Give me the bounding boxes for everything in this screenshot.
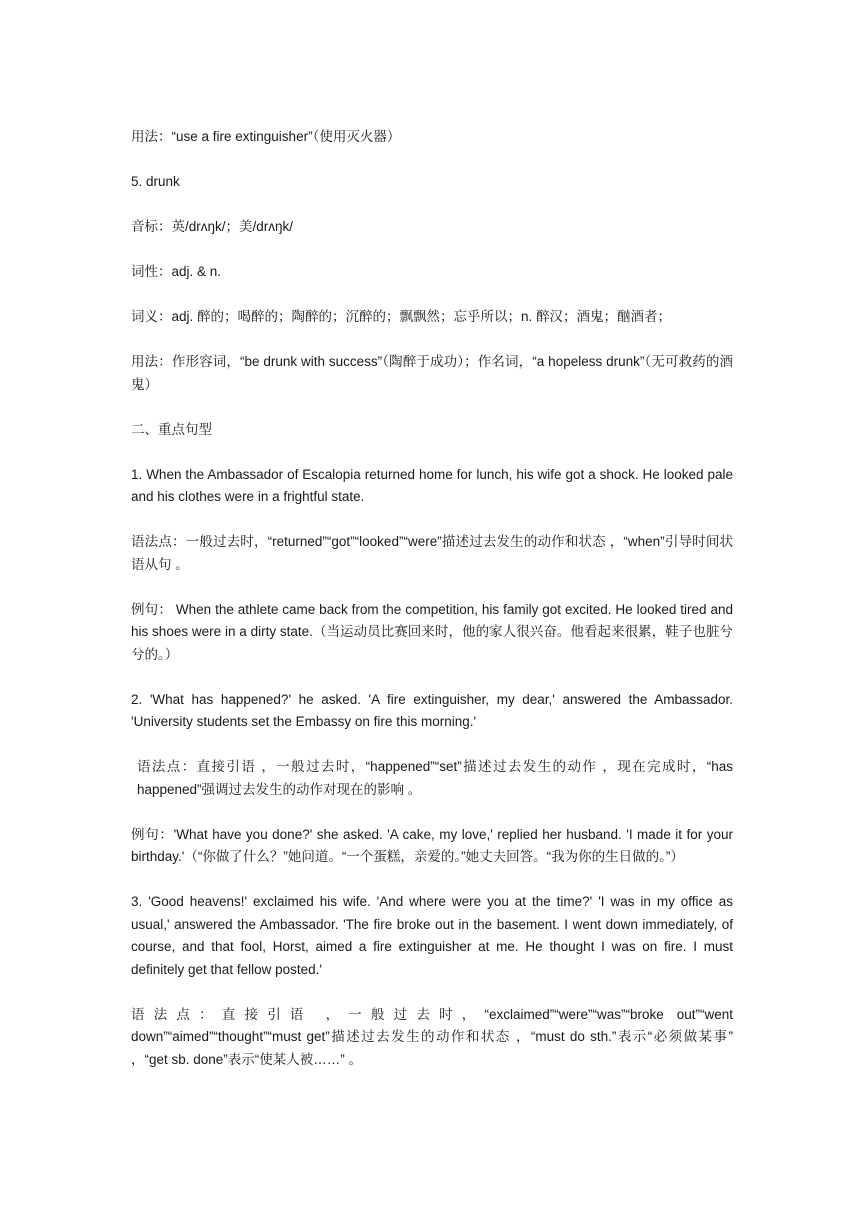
sentence-1: 1. When the Ambassador of Escalopia returned home for lunch, his wife got a shock. He looked pale and his clothes were in a frightful state. <box>131 466 733 504</box>
meaning-drunk: 词义：adj. 醉的；喝醉的；陶醉的；沉醉的；飘飘然；忘乎所以；n. 醉汉；酒鬼；酗酒者； <box>131 309 672 324</box>
document-body <box>131 126 733 1094</box>
usage-drunk: 用法：作形容词，“be drunk with success”（陶醉于成功）；作名词，“a hopeless drunk”（无可救药的酒鬼） <box>131 354 733 392</box>
sentence-3: 3. 'Good heavens!' exclaimed his wife. 'And where were you at the time?' 'I was in my office as usual,' answered the Ambassador. 'The fire broke out in the basement. I went down immediately, of course, and that fool, Horst, aimed a fire extinguisher at me. He thought I was on fire. I must definitely get that fellow posted.' <box>131 894 733 977</box>
example-2: 例句：'What have you done?' she asked. 'A cake, my love,' replied her husband. 'I made it for your birthday.'（“你做了什么？”她问道。“一个蛋糕，亲爱的。”她丈夫回答。“我为你的生日做的。”） <box>131 826 733 864</box>
grammar-point-2: 语法点：直接引语 ，一般过去时，“happened”“set”描述过去发生的动作 ，现在完成时，“has happened”强调过去发生的动作对现在的影响 。 <box>137 759 733 797</box>
sentence-2: 2. 'What has happened?' he asked. 'A fire extinguisher, my dear,' answered the Ambassador. 'University students set the Embassy on fire this morning.' <box>131 691 733 729</box>
example-1: 例句： When the athlete came back from the competition, his family got excited. He looked tired and his shoes were in a dirty state.（当运动员比赛回来时，他的家人很兴奋。他看起来很累，鞋子也脏兮兮的。） <box>131 601 733 662</box>
vocab-heading-drunk: 5. drunk <box>131 174 180 189</box>
phonetic-drunk: 音标：英/drʌŋk/；美/drʌŋk/ <box>131 219 294 234</box>
grammar-point-1: 语法点：一般过去时，“returned”“got”“looked”“were”描述过去发生的动作和状态 ，“when”引导时间状语从句 。 <box>131 534 733 572</box>
usage-fire-extinguisher: 用法：“use a fire extinguisher”（使用灭火器） <box>131 129 401 144</box>
grammar-point-3: 语法点：直接引语 ，一般过去时，“exclaimed”“were”“was”“broke out”“went down”“aimed”“thought”“must get”描述过去发生的动作和状态 ，“must do sth.”表示“必须做某事” ，“get sb. done”表示“使某人被……” 。 <box>131 1006 733 1067</box>
section-heading-key-sentences: 二、重点句型 <box>131 421 212 437</box>
part-of-speech-drunk: 词性：adj. & n. <box>131 264 222 279</box>
